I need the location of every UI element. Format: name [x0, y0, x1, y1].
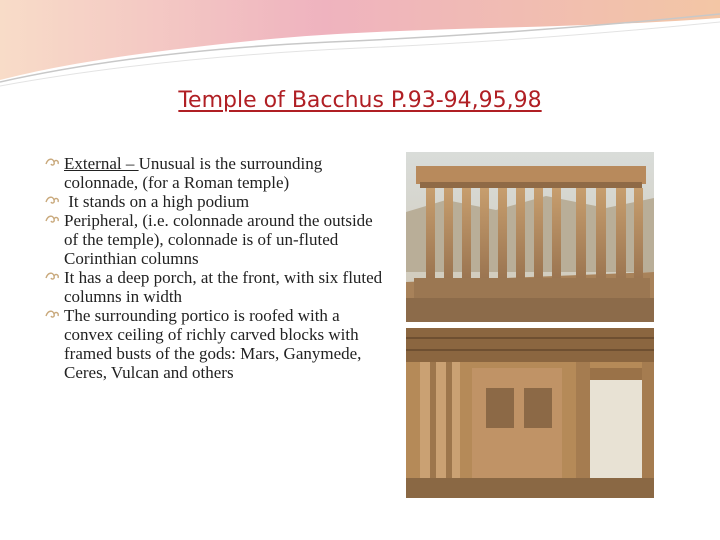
bullet-item [44, 154, 384, 192]
temple-interior-photo [406, 328, 654, 498]
bullet-text: It has a deep porch, at the front, with six fluted columns in width [64, 268, 383, 306]
bullet-text: It stands on a high podium [64, 192, 250, 211]
bullet-text: Peripheral, (i.e. colonnade around the outside of the temple), colonnade is of un-fluted Corinthian columns [64, 211, 373, 268]
bullet-item [44, 268, 384, 306]
swirl-bullet-icon [44, 155, 60, 171]
bullet-list [44, 154, 384, 382]
swirl-bullet-icon [44, 212, 60, 228]
bullet-item [44, 192, 384, 211]
bullet-text: Unusual is the surrounding colonnade, (for a Roman temple) [64, 154, 323, 192]
bullet-text: The surrounding portico is roofed with a convex ceiling of richly carved blocks with framed busts of the gods: Mars, Ganymede, Ceres, Vulcan and others [64, 306, 362, 382]
decorative-banner [0, 0, 720, 90]
bullet-item [44, 306, 384, 382]
bullet-item [44, 211, 384, 268]
bullet-lead: External – [64, 154, 139, 173]
swirl-bullet-icon [44, 269, 60, 285]
swirl-bullet-icon [44, 193, 60, 209]
slide-title: Temple of Bacchus P.93-94,95,98 [178, 88, 542, 113]
temple-exterior-photo [406, 152, 654, 322]
swirl-bullet-icon [44, 307, 60, 323]
